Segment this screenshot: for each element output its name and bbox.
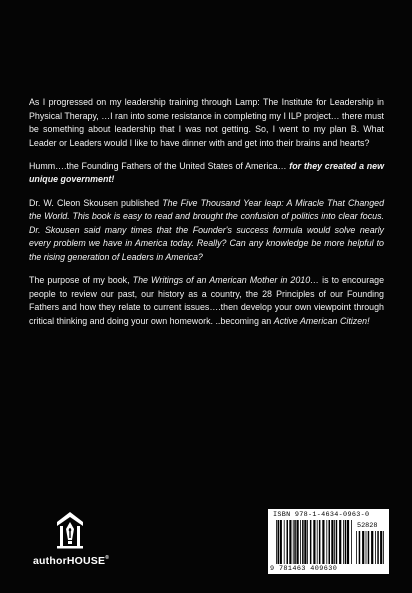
barcode-bar xyxy=(351,520,352,564)
barcode-bar xyxy=(362,531,364,564)
barcode-bar xyxy=(329,520,331,564)
barcode-bar xyxy=(280,520,282,564)
authorhouse-house-pen-icon xyxy=(55,510,85,550)
barcode-bar xyxy=(336,520,338,564)
publisher-logo xyxy=(33,510,111,570)
barcode-bar xyxy=(359,531,361,564)
barcode-bar xyxy=(377,531,379,564)
isbn-text: ISBN 978-1-4634-0963-0 xyxy=(273,511,370,519)
price-code: 52828 xyxy=(357,522,378,530)
paragraph-1: As I progressed on my leadership training through Lamp: The Institute for Leadership in Physical Therapy, …I ran into some resistance in completing my I ILP project… there must be something about leadership that I was not getting. So, I went to my plan B. What Leader or Leaders would I like to have dinner with and get into their brains and hearts? xyxy=(29,97,384,148)
book-title: The Writings of an American Mother in 2010… xyxy=(132,275,320,286)
barcode-bar xyxy=(334,520,335,564)
barcode-bar xyxy=(302,520,304,564)
barcode-bar xyxy=(343,520,344,564)
ean-digits: 9 781463 409630 xyxy=(270,565,338,573)
barcode-bar xyxy=(313,520,315,564)
barcode-bar xyxy=(347,520,349,564)
barcode-bar xyxy=(289,520,291,564)
barcode-bar xyxy=(345,520,347,564)
barcode-bar xyxy=(304,520,306,564)
paragraph-3: Dr. W. Cleon Skousen published The Five Thousand Year leap: A Miracle That Changed the World. This book is easy to read and brought the confusion of politics into clear focus. Dr. Skousen said many times that the Founder's success formula would solve nearly every problem we have in America today. Really? Can any knowledge be more helpful to the rising generation of Leaders in America? xyxy=(29,197,385,262)
paragraph-4: The purpose of my book, The Writings of an American Mother in 2010… is to encourage people to review our past, our history as a country, the 28 Principles of our Founding Fathers and how they relate to current issues….then develop your own viewpoint through critical thinking and doing your own homework. ..becoming an Active American Citizen! xyxy=(29,275,385,326)
emphasis-text: for they created a new unique government! xyxy=(29,160,384,185)
addon-barcode-bars xyxy=(356,531,384,564)
barcode-bar xyxy=(366,531,367,564)
barcode-bar xyxy=(293,520,294,564)
barcode-bar xyxy=(331,520,333,564)
barcode-bar xyxy=(375,531,376,564)
barcode-bar xyxy=(294,520,296,564)
barcode-bar xyxy=(319,520,321,564)
barcode-bar xyxy=(276,520,277,564)
barcode-bar xyxy=(310,520,312,564)
barcode-bar xyxy=(339,520,341,564)
publisher-name: authorHOUSE® xyxy=(33,555,110,567)
barcode-bar xyxy=(287,520,289,564)
barcode-bar xyxy=(383,531,384,564)
isbn-barcode xyxy=(268,509,389,574)
barcode-bar xyxy=(278,520,280,564)
barcode-bar xyxy=(326,520,327,564)
barcode-bar xyxy=(307,520,308,564)
paragraph-2: Humm….the Founding Fathers of the United States of America… for they created a new unique government! xyxy=(29,160,384,185)
barcode-bar xyxy=(317,520,318,564)
barcode-bar xyxy=(371,531,373,564)
book-reference: The Five Thousand Year leap: A Miracle That Changed the World. This book is easy to read and brought the confusion of politics into clear focus. Dr. Skousen said many times that the Founder's success formula would solve nearly every problem we have in America today. Really? Can any knowledge be more helpful to the rising generation of Leaders in America? xyxy=(29,197,385,262)
ean-barcode-bars xyxy=(276,520,352,564)
closing-phrase: Active American Citizen! xyxy=(273,315,370,326)
barcode-bar xyxy=(300,520,301,564)
barcode-bar xyxy=(322,520,324,564)
barcode-bar xyxy=(380,531,382,564)
barcode-bar xyxy=(368,531,370,564)
barcode-bar xyxy=(284,520,285,564)
back-cover-text xyxy=(29,96,384,338)
barcode-bar xyxy=(297,520,299,564)
barcode-bar xyxy=(356,531,357,564)
